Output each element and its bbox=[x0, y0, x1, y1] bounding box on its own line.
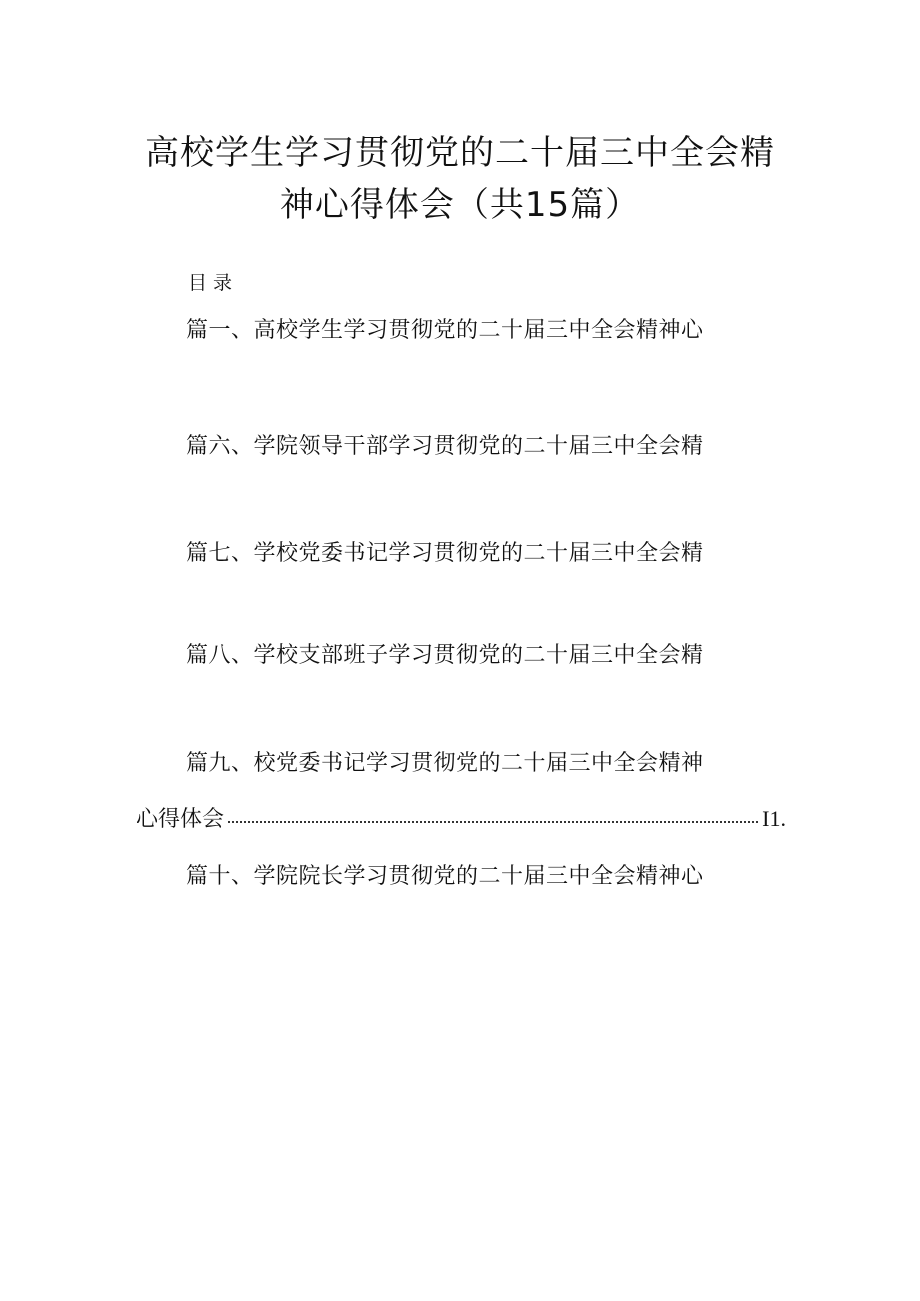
toc-entry-9-continuation-text: 心得体会 bbox=[136, 807, 225, 832]
toc-entry-9[interactable]: 篇九、校党委书记学习贯彻党的二十届三中全会精神 bbox=[186, 751, 704, 776]
toc-entry-7[interactable]: 篇七、学校党委书记学习贯彻党的二十届三中全会精 bbox=[186, 541, 704, 566]
toc-entry-8[interactable]: 篇八、学校支部班子学习贯彻党的二十届三中全会精 bbox=[186, 643, 704, 668]
toc-entry-1[interactable]: 篇一、高校学生学习贯彻党的二十届三中全会精神心 bbox=[186, 318, 704, 343]
toc-entry-6[interactable]: 篇六、学院领导干部学习贯彻党的二十届三中全会精 bbox=[186, 434, 704, 459]
toc-dot-leader bbox=[228, 821, 758, 823]
toc-entry-9-continuation[interactable] bbox=[136, 808, 786, 831]
document-title-line-1: 高校学生学习贯彻党的二十届三中全会精 bbox=[145, 133, 775, 173]
toc-page-number: I1. bbox=[762, 806, 786, 831]
toc-heading: 目录 bbox=[188, 272, 239, 294]
toc-entry-10[interactable]: 篇十、学院院长学习贯彻党的二十届三中全会精神心 bbox=[186, 864, 704, 889]
document-title-line-2: 神心得体会（共15篇） bbox=[279, 185, 641, 225]
